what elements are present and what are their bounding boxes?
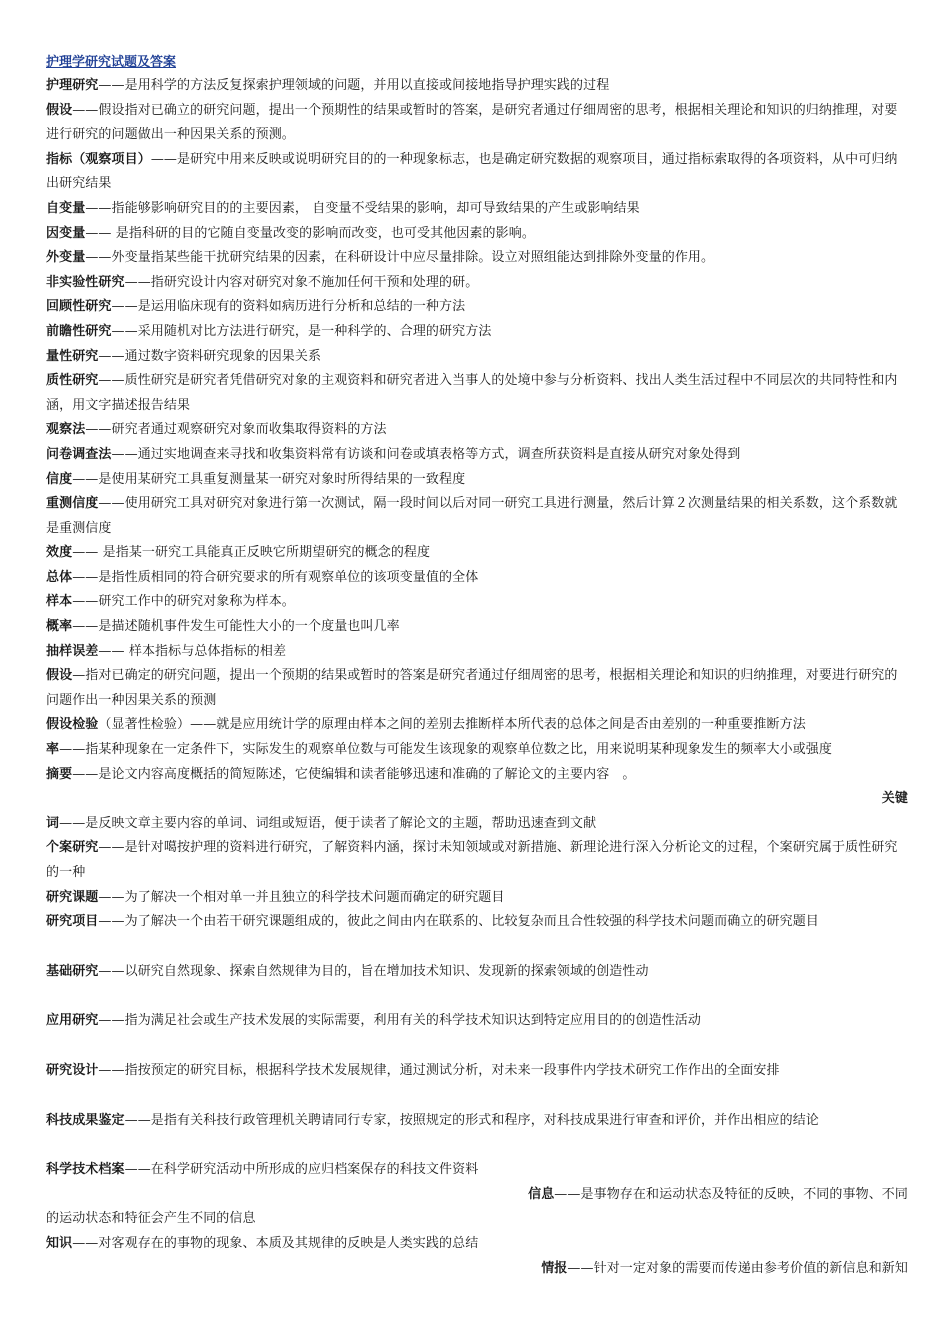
glossary-definition: ——假设指对已确立的研究问题，提出一个预期性的结果或暂时的答案，是研究者通过仔细周密的思考，根据相关理论和知识的归纳推理，对要进行研究的问题做出一种因果关系的预测。	[46, 102, 898, 143]
glossary-definition: ——是运用临床现有的资料如病历进行分析和总结的一种方法	[111, 299, 466, 315]
glossary-entry	[46, 74, 908, 99]
glossary-list	[46, 74, 908, 1281]
glossary-definition: ——研究工作中的研究对象称为样本。	[72, 594, 295, 610]
glossary-term: 效度	[46, 545, 73, 561]
glossary-term: 研究项目	[46, 914, 99, 930]
glossary-entry	[46, 713, 908, 738]
glossary-entry	[46, 787, 908, 812]
glossary-term: 关键	[881, 791, 908, 807]
glossary-term: 知识	[46, 1235, 73, 1251]
glossary-term: 自变量	[46, 200, 86, 216]
glossary-definition: ——通过数字资料研究现象的因果关系	[98, 348, 322, 364]
glossary-definition: ——对客观存在的事物的现象、本质及其规律的反映是人类实践的总结	[72, 1235, 479, 1251]
glossary-definition: ——质性研究是研究者凭借研究对象的主观资料和研究者进入当事人的处境中参与分析资料、找出人类生活过程中不同层次的共同特性和内涵，用文字描述报告结果	[46, 373, 898, 413]
glossary-entry	[46, 886, 908, 911]
glossary-definition: ——是研究中用来反映或说明研究目的的一种现象标志，也是确定研究数据的观察项目，通过指标索取得的各项资料，从中可归纳出研究结果	[46, 151, 898, 192]
glossary-term: 抽样误差	[46, 643, 99, 659]
glossary-term: 摘要	[46, 766, 73, 782]
glossary-entry	[46, 566, 908, 591]
glossary-term: 假设	[46, 102, 73, 118]
glossary-term: 问卷调查法	[46, 446, 112, 462]
glossary-term: 样本	[46, 594, 73, 610]
glossary-entry	[46, 418, 908, 443]
glossary-entry	[46, 763, 908, 788]
glossary-entry	[46, 1109, 908, 1134]
glossary-term: 量性研究	[46, 348, 99, 364]
glossary-term: 假设检验	[46, 717, 99, 733]
glossary-term: 应用研究	[46, 1013, 99, 1029]
glossary-term: 个案研究	[46, 840, 99, 856]
glossary-definition: ——是使用某研究工具重复测量某一研究对象时所得结果的一致程度	[72, 471, 466, 487]
glossary-term: 研究设计	[46, 1062, 99, 1078]
glossary-entry	[46, 541, 908, 566]
glossary-term: 指标（观察项目）	[46, 151, 151, 167]
glossary-entry	[46, 910, 908, 935]
glossary-term: 信息	[528, 1186, 555, 1202]
glossary-term: 科技成果鉴定	[46, 1112, 125, 1128]
glossary-definition: ——指能够影响研究目的的主要因素， 自变量不受结果的影响，却可导致结果的产生或影响结果	[85, 200, 640, 216]
glossary-term: 总体	[46, 569, 73, 585]
glossary-definition: ——研究者通过观察研究对象而收集取得资料的方法	[85, 422, 387, 438]
glossary-definition: ——指为满足社会或生产技术发展的实际需要，利用有关的科学技术知识达到特定应用目的的创造性活动	[98, 1013, 702, 1029]
glossary-term: 前瞻性研究	[46, 323, 112, 339]
glossary-definition: ——指按预定的研究目标，根据科学技术发展规律，通过测试分析，对未来一段事件内学技术研究工作作出的全面安排	[98, 1062, 780, 1078]
glossary-definition: —— 是指某一研究工具能真正反映它所期望研究的概念的程度	[72, 545, 431, 561]
glossary-definition: ——是针对噶按护理的资料进行研究，了解资料内涵，探讨未知领域或对新措施、新理论进行深入分析论文的过程，个案研究属于质性研究的一种	[46, 840, 898, 880]
glossary-term: 回顾性研究	[46, 299, 112, 315]
glossary-term: 情报	[541, 1260, 568, 1276]
glossary-definition: —— 样本指标与总体指标的相差	[98, 643, 287, 659]
glossary-definition: ——在科学研究活动中所形成的应归档案保存的科技文件资料	[124, 1162, 479, 1178]
glossary-definition: ——通过实地调查来寻找和收集资料常有访谈和问卷或填表格等方式，调查所获资料是直接从研究对象处得到	[111, 446, 741, 462]
glossary-entry	[46, 1232, 908, 1257]
glossary-definition: ——为了解决一个相对单一并且独立的科学技术问题而确定的研究题目	[98, 889, 505, 905]
glossary-entry	[46, 320, 908, 345]
glossary-entry	[46, 197, 908, 222]
glossary-term: 率	[46, 742, 60, 758]
glossary-entry	[46, 443, 908, 468]
glossary-entry	[46, 468, 908, 493]
glossary-entry	[46, 222, 908, 247]
glossary-entry	[46, 148, 908, 197]
glossary-term: 观察法	[46, 422, 86, 438]
glossary-term: 假设	[46, 668, 73, 684]
glossary-entry	[46, 99, 908, 148]
glossary-definition: ——是反映文章主要内容的单词、词组或短语，便于读者了解论文的主题，帮助迅速查到文献	[59, 815, 597, 831]
glossary-entry	[46, 1183, 908, 1208]
glossary-definition: ——指某种现象在一定条件下，实际发生的观察单位数与可能发生该现象的观察单位数之比，用来说明某种现象发生的频率大小或强度	[59, 742, 833, 758]
glossary-term: 护理研究	[46, 78, 99, 93]
glossary-entry	[46, 615, 908, 640]
glossary-entry	[46, 1207, 908, 1232]
glossary-definition: ——是论文内容高度概括的简短陈述，它使编辑和读者能够迅速和准确的了解论文的主要内容 。	[72, 766, 636, 782]
glossary-entry	[46, 960, 908, 985]
document-title: 护理学研究试题及答案	[46, 55, 177, 70]
glossary-definition: ——采用随机对比方法进行研究，是一种科学的、合理的研究方法	[111, 323, 492, 339]
glossary-entry	[46, 271, 908, 296]
glossary-term: 因变量	[46, 225, 86, 241]
glossary-entry	[46, 295, 908, 320]
glossary-definition: ——指研究设计内容对研究对象不施加任何干预和处理的研。	[124, 274, 479, 290]
glossary-entry	[46, 492, 908, 541]
glossary-entry	[46, 812, 908, 837]
glossary-term: 重测信度	[46, 496, 99, 512]
glossary-definition: ——是指性质相同的符合研究要求的所有观察单位的该项变量值的全体	[72, 569, 479, 585]
document-body	[46, 52, 908, 1281]
glossary-definition: ——是指有关科技行政管理机关聘请同行专家，按照规定的形式和程序，对科技成果进行审查和评价，并作出相应的结论	[124, 1112, 819, 1128]
glossary-definition: ——以研究自然现象、探索自然规律为目的，旨在增加技术知识、发现新的探索领域的创造性动	[98, 963, 649, 979]
glossary-entry	[46, 246, 908, 271]
glossary-entry	[46, 590, 908, 615]
glossary-term: 概率	[46, 619, 73, 635]
glossary-term: 非实验性研究	[46, 274, 125, 290]
glossary-term: 基础研究	[46, 963, 99, 979]
glossary-definition: 的运动状态和特征会产生不同的信息	[46, 1211, 256, 1227]
glossary-term: 质性研究	[46, 373, 99, 389]
glossary-term: 信度	[46, 471, 73, 487]
glossary-definition: ——针对一定对象的需要而传递由参考价值的新信息和新知	[567, 1260, 908, 1276]
glossary-entry	[46, 1257, 908, 1282]
glossary-term: 研究课题	[46, 889, 99, 905]
glossary-entry	[46, 1009, 908, 1034]
glossary-entry	[46, 836, 908, 885]
glossary-entry	[46, 345, 908, 370]
glossary-definition: —指对已确定的研究问题，提出一个预期的结果或暂时的答案是研究者通过仔细周密的思考，根据相关理论和知识的归纳推理，对要进行研究的问题作出一种因果关系的预测	[46, 668, 898, 708]
glossary-definition: ——使用研究工具对研究对象进行第一次测试，隔一段时间以后对同一研究工具进行测量，然后计算２次测量结果的相关系数，这个系数就是重测信度	[46, 496, 898, 536]
glossary-term: 词	[46, 815, 60, 831]
glossary-definition: —— 是指科研的目的它随自变量改变的影响而改变，也可受其他因素的影响。	[85, 225, 535, 241]
glossary-entry	[46, 369, 908, 418]
glossary-definition: ——是描述随机事件发生可能性大小的一个度量也叫几率	[72, 619, 400, 635]
glossary-term: 外变量	[46, 250, 86, 266]
glossary-definition: ——外变量指某些能干扰研究结果的因素，在科研设计中应尽量排除。设立对照组能达到排除外变量的作用。	[85, 250, 715, 266]
glossary-definition: ——是用科学的方法反复探索护理领域的问题，并用以直接或间接地指导护理实践的过程	[98, 78, 610, 93]
glossary-entry	[46, 1158, 908, 1183]
glossary-term: 科学技术档案	[46, 1162, 125, 1178]
glossary-definition: ——为了解决一个由若干研究课题组成的，彼此之间由内在联系的、比较复杂而且合性较强的科学技术问题而确立的研究题目	[98, 914, 819, 930]
glossary-definition: ——是事物存在和运动状态及特征的反映，不同的事物、不同	[554, 1186, 908, 1202]
glossary-entry	[46, 664, 908, 713]
glossary-entry	[46, 640, 908, 665]
glossary-definition: （显著性检验）——就是应用统计学的原理由样本之间的差别去推断样本所代表的总体之间是否由差别的一种重要推断方法	[98, 717, 806, 733]
glossary-entry	[46, 1059, 908, 1084]
glossary-entry	[46, 738, 908, 763]
